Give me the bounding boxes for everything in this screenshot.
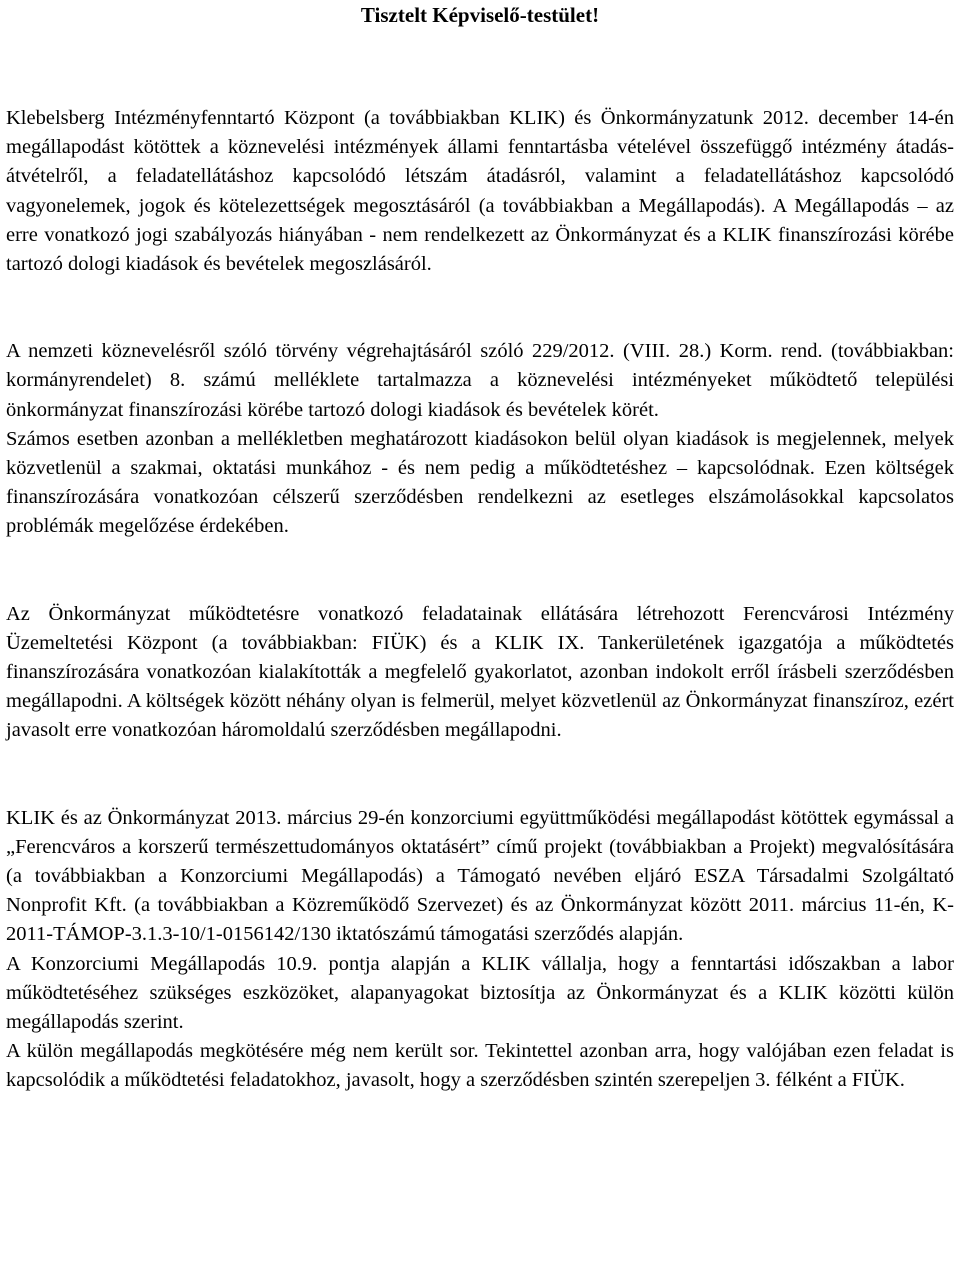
spacer [6,28,954,104]
document-title: Tisztelt Képviselő-testület! [360,3,600,27]
spacer [6,279,954,337]
paragraph-separate-agreement: A külön megállapodás megkötésére még nem került sor. Tekintettel azonban arra, hogy valójában ezen feladat is kapcsolódik a működtetési feladatokhoz, javasolt, hogy a szerződésben szintén szerepeljen 3. félként a FIÜK. [6,1040,954,1092]
paragraph-fiuk-operation: Az Önkormányzat működtetésre vonatkozó feladatainak ellátására létrehozott Ferencvárosi Intézmény Üzemeltetési Központ (a továbbiakban: FIÜK) és a KLIK IX. Tankerületének igazgatója a működtetés finanszírozására vonatkozóan kialakították a megfelelő gyakorlatot, azonban indokolt erről írásbeli szerződésben megállapodni. A költségek között néhány olyan is felmerül, melyet közvetlenül az Önkormányzat finanszíroz, ezért javasolt erre vonatkozóan háromoldalú szerződésben megállapodni. [6,602,954,742]
paragraph-klik-agreement: Klebelsberg Intézményfenntartó Központ (a továbbiakban KLIK) és Önkormányzatunk 2012. december 14-én megállapodást kötöttek a köznevelési intézmények állami fenntartásba vételével összefüggő intézmény átadás-átvételről, a feladatellátáshoz kapcsolódó létszám átadásról, valamint a feladatellátáshoz kapcsolódó vagyonelemek, jogok és kötelezettségek megosztásáról (a továbbiakban a Megállapodás). A Megállapodás – az erre vonatkozó jogi szabályozás hiányában - nem rendelkezett az Önkormányzat és a KLIK finanszírozási körébe tartozó dologi kiadások és bevételek megoszlásáról. [6,107,954,276]
spacer [6,542,954,600]
paragraph-consortium-clause: A Konzorciumi Megállapodás 10.9. pontja alapján a KLIK vállalja, hogy a fenntartási időszakban a labor működtetéséhez szükséges eszközöket, alapanyagokat biztosítja az Önkormányzat és a KLIK közötti külön megállapodás szerint. [6,952,954,1034]
document-page [6,0,954,1096]
paragraph-consortium-agreement: KLIK és az Önkormányzat 2013. március 29-én konzorciumi együttműködési megállapodást kötöttek egymással a „Ferencváros a korszerű természettudományos oktatásért” című projekt (továbbiakban a Projekt) megvalósítására (a továbbiakban a Konzorciumi Megállapodás) a Támogató nevében eljáró ESZA Társadalmi Szolgáltató Nonprofit Kft. (a továbbiakban a Közreműködő Szervezet) és az Önkormányzat között 2011. március 11-én, K-2011-TÁMOP-3.1.3-10/1-0156142/130 iktatószámú támogatási szerződés alapján. [6,806,954,946]
spacer [6,746,954,804]
paragraph-government-decree: A nemzeti köznevelésről szóló törvény végrehajtásáról szóló 229/2012. (VIII. 28.) Korm. rend. (továbbiakban: kormányrendelet) 8. számú melléklete tartalmazza a köznevelési intézményeket működtető települési önkormányzat finanszírozási körébe tartozó dologi kiadások és bevételek körét. [6,340,954,421]
paragraph-expense-issues: Számos esetben azonban a mellékletben meghatározott kiadásokon belül olyan kiadások is megjelennek, melyek közvetlenül a szakmai, oktatási munkához - és nem pedig a működtetéshez – kapcsolódnak. Ezen költségek finanszírozására vonatkozóan célszerű szerződésben rendelkezni az esetleges elszámolásokkal kapcsolatos problémák megelőzése érdekében. [6,427,954,538]
